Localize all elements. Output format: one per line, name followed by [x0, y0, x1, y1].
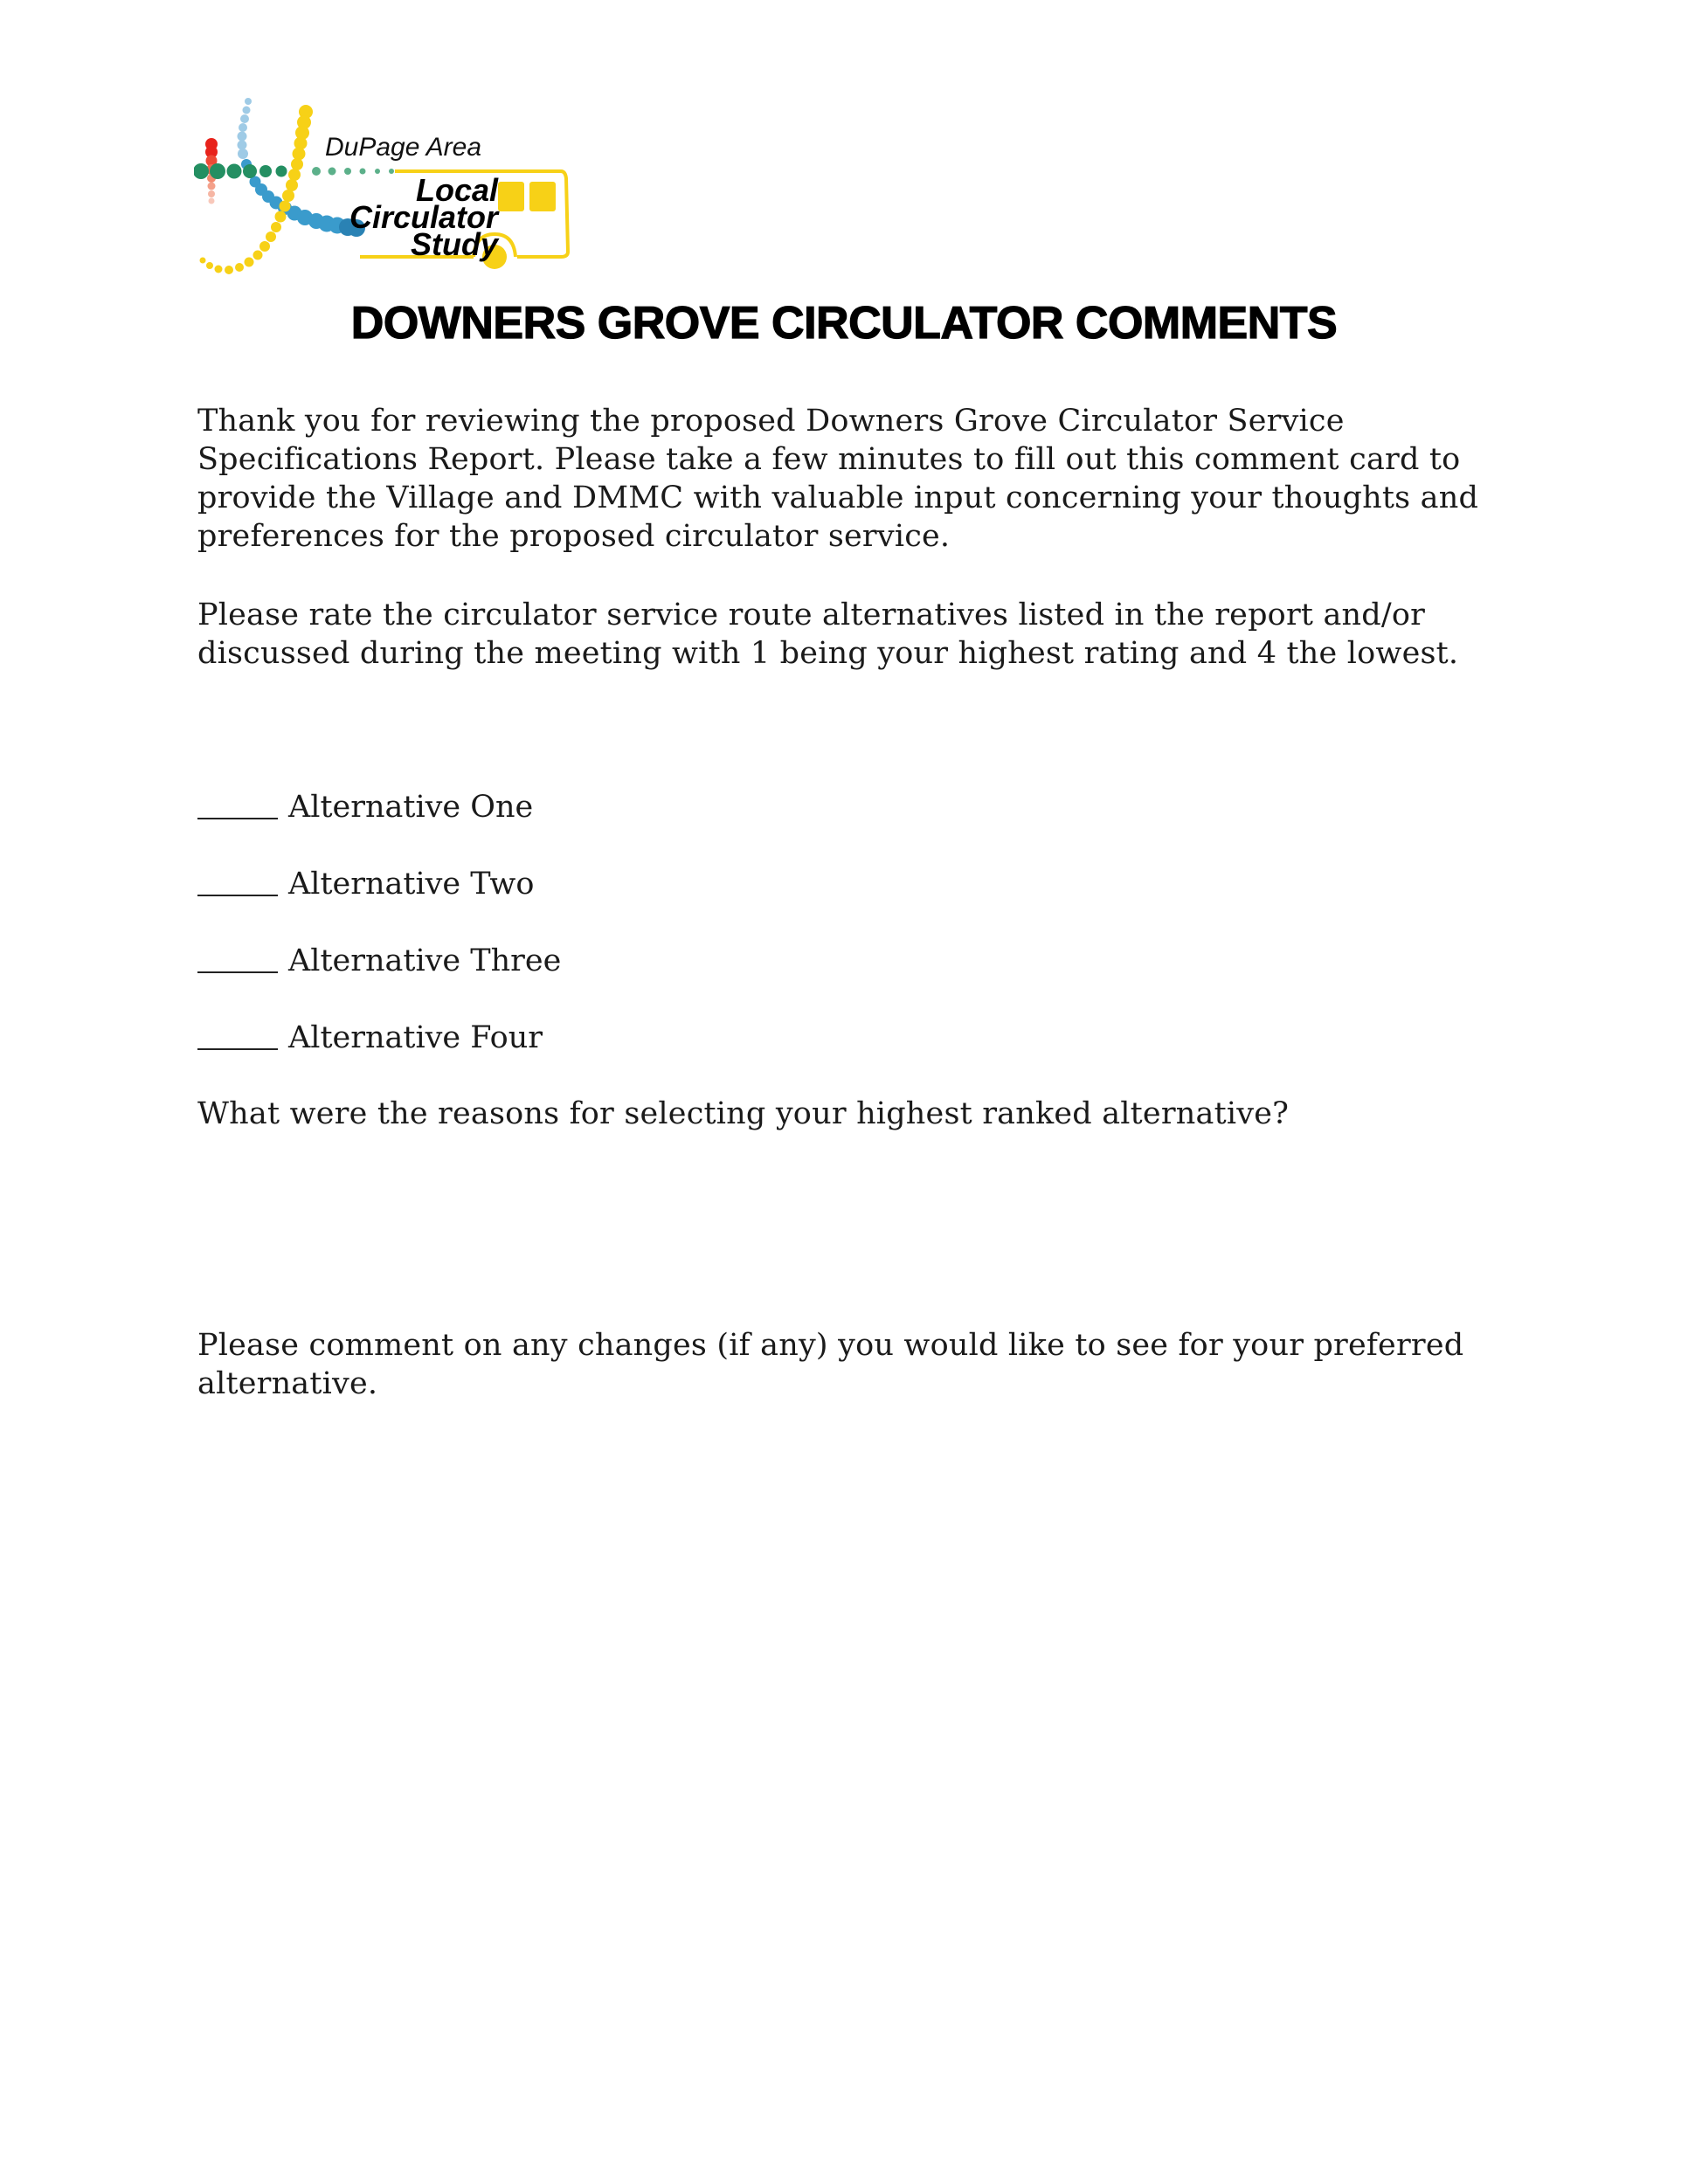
question-preferred-changes: Please comment on any changes (if any) you would like to see for your preferred alternative. [197, 1328, 1464, 1401]
alternative-label: Alternative One [288, 790, 534, 825]
alternative-rating-row [197, 903, 561, 980]
alternative-rating-row [197, 980, 561, 1057]
alternatives-rating-list [197, 750, 561, 1057]
answer-area-changes[interactable] [197, 1415, 1491, 2097]
rating-blank-field[interactable] [197, 865, 278, 896]
alternative-label: Alternative Three [288, 943, 562, 978]
rating-blank-field[interactable] [197, 1019, 278, 1050]
question-reasons-highest-ranked: What were the reasons for selecting your highest ranked alternative? [197, 1096, 1290, 1131]
alternative-label: Alternative Four [288, 1020, 543, 1055]
logo-local-text: Local [415, 172, 498, 208]
alternative-rating-row [197, 826, 561, 903]
rating-instructions: Please rate the circulator service route alternatives listed in the report and/or discussed during the meeting with 1 being your highest rating and 4 the lowest. [197, 598, 1459, 671]
intro-paragraph: Thank you for reviewing the proposed Downers Grove Circulator Service Specifications Report. Please take a few minutes to fill out this comment card to provide the Village and DMMC with valuable input concerning your thoughts and preferences for the proposed circulator service. [197, 404, 1479, 554]
logo-circulator-text: Circulator [349, 199, 498, 235]
answer-area-reasons[interactable] [197, 1144, 1491, 1319]
rating-blank-field[interactable] [197, 788, 278, 819]
dupage-local-circulator-study-logo [194, 94, 570, 297]
alternative-rating-row [197, 750, 561, 826]
rating-blank-field[interactable] [197, 942, 278, 973]
logo-dupage-area-text: DuPage Area [325, 133, 482, 162]
logo-study-name [308, 172, 498, 262]
page-title: DOWNERS GROVE CIRCULATOR COMMENTS [350, 298, 1338, 349]
alternative-label: Alternative Two [288, 867, 535, 902]
logo-study-text: Study [410, 226, 498, 262]
